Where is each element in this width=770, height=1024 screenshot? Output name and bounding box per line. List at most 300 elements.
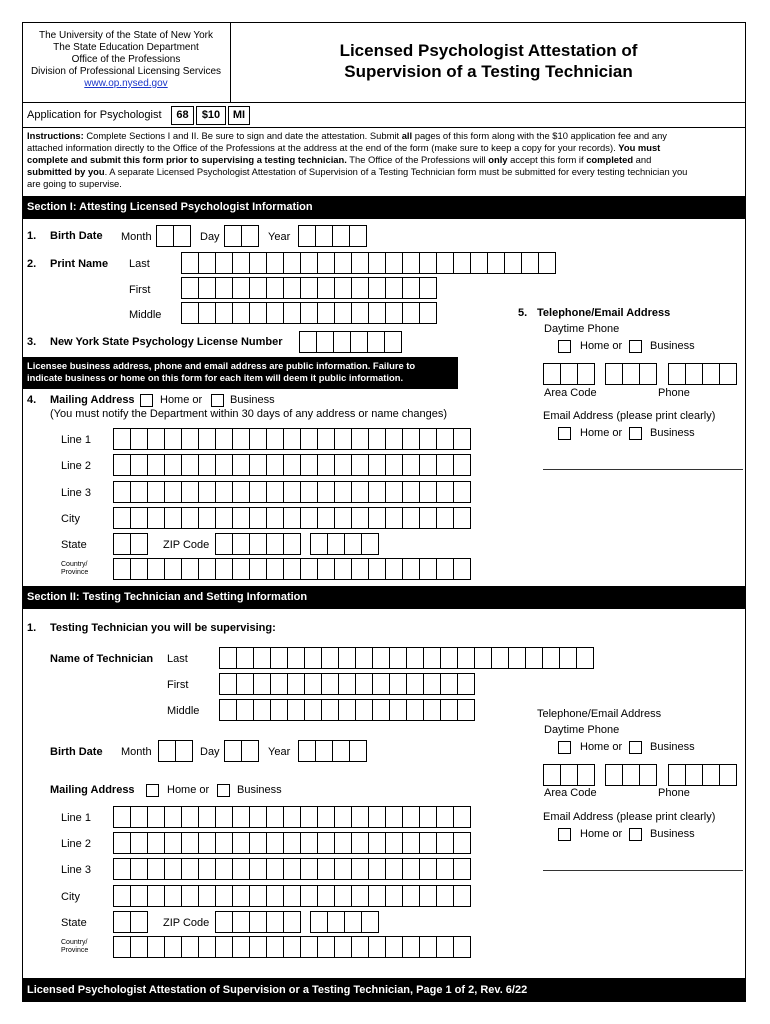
char-box[interactable] — [181, 428, 199, 450]
char-box[interactable] — [113, 533, 131, 555]
char-box[interactable] — [215, 507, 233, 529]
char-box[interactable] — [198, 806, 216, 828]
char-box[interactable] — [402, 454, 420, 476]
char-box[interactable] — [470, 252, 488, 274]
char-box[interactable] — [300, 302, 318, 324]
char-box[interactable] — [453, 481, 471, 503]
char-box[interactable] — [338, 673, 356, 695]
char-box[interactable] — [436, 858, 454, 880]
char-box[interactable] — [368, 252, 386, 274]
char-box[interactable] — [298, 740, 316, 762]
char-box[interactable] — [113, 885, 131, 907]
char-box[interactable] — [355, 647, 373, 669]
char-box[interactable] — [181, 302, 199, 324]
char-box[interactable] — [543, 363, 561, 385]
address-line2-boxes[interactable] — [113, 454, 470, 476]
char-box[interactable] — [130, 454, 148, 476]
char-box[interactable] — [266, 481, 284, 503]
char-box[interactable] — [215, 533, 233, 555]
zip-plus4-boxes[interactable] — [310, 533, 378, 555]
char-box[interactable] — [419, 885, 437, 907]
char-box[interactable] — [351, 832, 369, 854]
char-box[interactable] — [181, 832, 199, 854]
char-box[interactable] — [283, 302, 301, 324]
license-number-boxes[interactable] — [299, 331, 401, 353]
mailing-home-checkbox[interactable] — [140, 394, 153, 407]
char-box[interactable] — [419, 936, 437, 958]
char-box[interactable] — [402, 428, 420, 450]
char-box[interactable] — [317, 832, 335, 854]
char-box[interactable] — [436, 558, 454, 580]
tech-mailing-home-checkbox[interactable] — [146, 784, 159, 797]
char-box[interactable] — [266, 911, 284, 933]
char-box[interactable] — [181, 507, 199, 529]
char-box[interactable] — [344, 533, 362, 555]
char-box[interactable] — [147, 558, 165, 580]
char-box[interactable] — [406, 673, 424, 695]
char-box[interactable] — [334, 302, 352, 324]
char-box[interactable] — [266, 428, 284, 450]
char-box[interactable] — [334, 858, 352, 880]
char-box[interactable] — [385, 302, 403, 324]
char-box[interactable] — [253, 699, 271, 721]
tech-middle-name-boxes[interactable] — [219, 699, 474, 721]
char-box[interactable] — [560, 363, 578, 385]
char-box[interactable] — [368, 885, 386, 907]
char-box[interactable] — [576, 647, 594, 669]
char-box[interactable] — [338, 647, 356, 669]
char-box[interactable] — [334, 936, 352, 958]
char-box[interactable] — [198, 454, 216, 476]
char-box[interactable] — [542, 647, 560, 669]
char-box[interactable] — [351, 481, 369, 503]
char-box[interactable] — [368, 302, 386, 324]
char-box[interactable] — [402, 832, 420, 854]
tech-country-boxes[interactable] — [113, 936, 470, 958]
char-box[interactable] — [351, 858, 369, 880]
char-box[interactable] — [344, 911, 362, 933]
char-box[interactable] — [351, 277, 369, 299]
char-box[interactable] — [332, 225, 350, 247]
char-box[interactable] — [361, 533, 379, 555]
char-box[interactable] — [181, 454, 199, 476]
char-box[interactable] — [605, 363, 623, 385]
char-box[interactable] — [181, 806, 199, 828]
char-box[interactable] — [440, 647, 458, 669]
char-box[interactable] — [113, 936, 131, 958]
char-box[interactable] — [372, 673, 390, 695]
char-box[interactable] — [270, 673, 288, 695]
char-box[interactable] — [317, 507, 335, 529]
char-box[interactable] — [164, 885, 182, 907]
char-box[interactable] — [453, 507, 471, 529]
char-box[interactable] — [436, 454, 454, 476]
phone-line-boxes[interactable] — [668, 363, 736, 385]
char-box[interactable] — [283, 533, 301, 555]
char-box[interactable] — [702, 764, 720, 786]
char-box[interactable] — [457, 673, 475, 695]
char-box[interactable] — [266, 832, 284, 854]
char-box[interactable] — [317, 302, 335, 324]
char-box[interactable] — [453, 428, 471, 450]
char-box[interactable] — [232, 832, 250, 854]
char-box[interactable] — [334, 832, 352, 854]
char-box[interactable] — [453, 832, 471, 854]
char-box[interactable] — [639, 764, 657, 786]
char-box[interactable] — [249, 558, 267, 580]
char-box[interactable] — [402, 936, 420, 958]
char-box[interactable] — [198, 277, 216, 299]
char-box[interactable] — [368, 806, 386, 828]
char-box[interactable] — [402, 302, 420, 324]
char-box[interactable] — [355, 673, 373, 695]
char-box[interactable] — [351, 302, 369, 324]
tech-birth-month-boxes[interactable] — [158, 740, 192, 762]
char-box[interactable] — [283, 252, 301, 274]
mailing-business-checkbox[interactable] — [211, 394, 224, 407]
char-box[interactable] — [232, 858, 250, 880]
tech-birth-day-boxes[interactable] — [224, 740, 258, 762]
char-box[interactable] — [334, 806, 352, 828]
char-box[interactable] — [402, 558, 420, 580]
char-box[interactable] — [559, 647, 577, 669]
char-box[interactable] — [215, 481, 233, 503]
birth-month-boxes[interactable] — [156, 225, 190, 247]
char-box[interactable] — [453, 858, 471, 880]
char-box[interactable] — [300, 428, 318, 450]
char-box[interactable] — [334, 252, 352, 274]
char-box[interactable] — [249, 481, 267, 503]
char-box[interactable] — [402, 885, 420, 907]
char-box[interactable] — [283, 832, 301, 854]
birth-year-boxes[interactable] — [298, 225, 366, 247]
char-box[interactable] — [457, 699, 475, 721]
char-box[interactable] — [164, 858, 182, 880]
char-box[interactable] — [147, 428, 165, 450]
char-box[interactable] — [130, 885, 148, 907]
char-box[interactable] — [249, 252, 267, 274]
char-box[interactable] — [419, 858, 437, 880]
char-box[interactable] — [266, 885, 284, 907]
char-box[interactable] — [249, 885, 267, 907]
char-box[interactable] — [355, 699, 373, 721]
char-box[interactable] — [215, 558, 233, 580]
char-box[interactable] — [198, 885, 216, 907]
char-box[interactable] — [147, 885, 165, 907]
char-box[interactable] — [385, 936, 403, 958]
char-box[interactable] — [198, 832, 216, 854]
last-name-boxes[interactable] — [181, 252, 555, 274]
char-box[interactable] — [436, 428, 454, 450]
char-box[interactable] — [349, 740, 367, 762]
char-box[interactable] — [198, 481, 216, 503]
char-box[interactable] — [158, 740, 176, 762]
char-box[interactable] — [317, 558, 335, 580]
middle-name-boxes[interactable] — [181, 302, 436, 324]
char-box[interactable] — [130, 858, 148, 880]
char-box[interactable] — [385, 806, 403, 828]
char-box[interactable] — [719, 363, 737, 385]
char-box[interactable] — [181, 252, 199, 274]
char-box[interactable] — [113, 806, 131, 828]
char-box[interactable] — [266, 507, 284, 529]
char-box[interactable] — [419, 302, 437, 324]
char-box[interactable] — [327, 911, 345, 933]
char-box[interactable] — [164, 806, 182, 828]
char-box[interactable] — [419, 558, 437, 580]
char-box[interactable] — [224, 225, 242, 247]
tech-area-code-boxes[interactable] — [543, 764, 594, 786]
char-box[interactable] — [173, 225, 191, 247]
char-box[interactable] — [419, 454, 437, 476]
char-box[interactable] — [283, 806, 301, 828]
char-box[interactable] — [453, 806, 471, 828]
char-box[interactable] — [249, 507, 267, 529]
email-home-checkbox[interactable] — [558, 427, 571, 440]
char-box[interactable] — [198, 936, 216, 958]
char-box[interactable] — [215, 885, 233, 907]
char-box[interactable] — [385, 252, 403, 274]
char-box[interactable] — [453, 885, 471, 907]
first-name-boxes[interactable] — [181, 277, 436, 299]
char-box[interactable] — [402, 481, 420, 503]
char-box[interactable] — [147, 806, 165, 828]
char-box[interactable] — [389, 647, 407, 669]
char-box[interactable] — [351, 558, 369, 580]
char-box[interactable] — [300, 454, 318, 476]
char-box[interactable] — [702, 363, 720, 385]
char-box[interactable] — [232, 302, 250, 324]
char-box[interactable] — [164, 936, 182, 958]
char-box[interactable] — [385, 858, 403, 880]
char-box[interactable] — [317, 481, 335, 503]
char-box[interactable] — [130, 533, 148, 555]
char-box[interactable] — [232, 911, 250, 933]
char-box[interactable] — [113, 507, 131, 529]
char-box[interactable] — [198, 858, 216, 880]
char-box[interactable] — [266, 558, 284, 580]
char-box[interactable] — [266, 277, 284, 299]
char-box[interactable] — [232, 558, 250, 580]
char-box[interactable] — [310, 533, 328, 555]
char-box[interactable] — [215, 277, 233, 299]
char-box[interactable] — [300, 507, 318, 529]
char-box[interactable] — [317, 858, 335, 880]
char-box[interactable] — [215, 911, 233, 933]
char-box[interactable] — [419, 277, 437, 299]
char-box[interactable] — [219, 699, 237, 721]
char-box[interactable] — [368, 428, 386, 450]
char-box[interactable] — [300, 558, 318, 580]
char-box[interactable] — [351, 936, 369, 958]
char-box[interactable] — [249, 832, 267, 854]
char-box[interactable] — [402, 252, 420, 274]
char-box[interactable] — [113, 481, 131, 503]
char-box[interactable] — [253, 673, 271, 695]
char-box[interactable] — [419, 252, 437, 274]
tech-address-line1-boxes[interactable] — [113, 806, 470, 828]
tech-city-boxes[interactable] — [113, 885, 470, 907]
char-box[interactable] — [249, 911, 267, 933]
char-box[interactable] — [406, 647, 424, 669]
char-box[interactable] — [130, 558, 148, 580]
char-box[interactable] — [198, 558, 216, 580]
char-box[interactable] — [316, 331, 334, 353]
char-box[interactable] — [436, 832, 454, 854]
char-box[interactable] — [287, 699, 305, 721]
char-box[interactable] — [334, 428, 352, 450]
char-box[interactable] — [270, 647, 288, 669]
char-box[interactable] — [491, 647, 509, 669]
char-box[interactable] — [300, 481, 318, 503]
char-box[interactable] — [419, 428, 437, 450]
tech-email-entry-line[interactable] — [543, 870, 743, 871]
email-business-checkbox[interactable] — [629, 427, 642, 440]
tech-phone-line-boxes[interactable] — [668, 764, 736, 786]
char-box[interactable] — [668, 363, 686, 385]
char-box[interactable] — [232, 936, 250, 958]
char-box[interactable] — [349, 225, 367, 247]
char-box[interactable] — [300, 832, 318, 854]
char-box[interactable] — [385, 428, 403, 450]
char-box[interactable] — [130, 507, 148, 529]
char-box[interactable] — [351, 428, 369, 450]
char-box[interactable] — [577, 764, 595, 786]
char-box[interactable] — [130, 936, 148, 958]
char-box[interactable] — [525, 647, 543, 669]
char-box[interactable] — [402, 507, 420, 529]
char-box[interactable] — [219, 673, 237, 695]
address-line1-boxes[interactable] — [113, 428, 470, 450]
char-box[interactable] — [538, 252, 556, 274]
char-box[interactable] — [389, 699, 407, 721]
char-box[interactable] — [332, 740, 350, 762]
char-box[interactable] — [385, 507, 403, 529]
char-box[interactable] — [147, 454, 165, 476]
char-box[interactable] — [156, 225, 174, 247]
char-box[interactable] — [113, 832, 131, 854]
char-box[interactable] — [266, 936, 284, 958]
char-box[interactable] — [317, 936, 335, 958]
char-box[interactable] — [215, 454, 233, 476]
char-box[interactable] — [299, 331, 317, 353]
char-box[interactable] — [368, 832, 386, 854]
char-box[interactable] — [232, 277, 250, 299]
char-box[interactable] — [300, 806, 318, 828]
tech-phone-home-checkbox[interactable] — [558, 741, 571, 754]
char-box[interactable] — [423, 647, 441, 669]
char-box[interactable] — [304, 673, 322, 695]
char-box[interactable] — [384, 331, 402, 353]
char-box[interactable] — [300, 252, 318, 274]
char-box[interactable] — [215, 806, 233, 828]
tech-birth-year-boxes[interactable] — [298, 740, 366, 762]
city-boxes[interactable] — [113, 507, 470, 529]
char-box[interactable] — [577, 363, 595, 385]
char-box[interactable] — [232, 252, 250, 274]
char-box[interactable] — [232, 454, 250, 476]
char-box[interactable] — [436, 252, 454, 274]
char-box[interactable] — [436, 936, 454, 958]
char-box[interactable] — [543, 764, 561, 786]
state-boxes[interactable] — [113, 533, 147, 555]
char-box[interactable] — [181, 936, 199, 958]
char-box[interactable] — [253, 647, 271, 669]
char-box[interactable] — [423, 673, 441, 695]
char-box[interactable] — [113, 858, 131, 880]
char-box[interactable] — [385, 885, 403, 907]
char-box[interactable] — [367, 331, 385, 353]
char-box[interactable] — [147, 507, 165, 529]
tech-state-boxes[interactable] — [113, 911, 147, 933]
char-box[interactable] — [164, 558, 182, 580]
char-box[interactable] — [283, 885, 301, 907]
char-box[interactable] — [317, 428, 335, 450]
char-box[interactable] — [266, 858, 284, 880]
char-box[interactable] — [300, 936, 318, 958]
char-box[interactable] — [372, 647, 390, 669]
char-box[interactable] — [622, 363, 640, 385]
char-box[interactable] — [164, 481, 182, 503]
char-box[interactable] — [436, 885, 454, 907]
char-box[interactable] — [219, 647, 237, 669]
char-box[interactable] — [317, 252, 335, 274]
birth-day-boxes[interactable] — [224, 225, 258, 247]
tech-mailing-business-checkbox[interactable] — [217, 784, 230, 797]
char-box[interactable] — [249, 277, 267, 299]
char-box[interactable] — [298, 225, 316, 247]
char-box[interactable] — [130, 481, 148, 503]
tech-last-name-boxes[interactable] — [219, 647, 593, 669]
char-box[interactable] — [232, 885, 250, 907]
char-box[interactable] — [232, 806, 250, 828]
char-box[interactable] — [436, 507, 454, 529]
char-box[interactable] — [300, 858, 318, 880]
char-box[interactable] — [622, 764, 640, 786]
char-box[interactable] — [164, 832, 182, 854]
char-box[interactable] — [315, 225, 333, 247]
char-box[interactable] — [283, 936, 301, 958]
country-boxes[interactable] — [113, 558, 470, 580]
char-box[interactable] — [419, 806, 437, 828]
char-box[interactable] — [232, 428, 250, 450]
char-box[interactable] — [521, 252, 539, 274]
char-box[interactable] — [181, 558, 199, 580]
char-box[interactable] — [317, 454, 335, 476]
char-box[interactable] — [283, 858, 301, 880]
char-box[interactable] — [368, 558, 386, 580]
char-box[interactable] — [198, 428, 216, 450]
char-box[interactable] — [224, 740, 242, 762]
char-box[interactable] — [198, 302, 216, 324]
char-box[interactable] — [457, 647, 475, 669]
char-box[interactable] — [236, 647, 254, 669]
char-box[interactable] — [181, 277, 199, 299]
tech-email-business-checkbox[interactable] — [629, 828, 642, 841]
char-box[interactable] — [266, 533, 284, 555]
tech-email-home-checkbox[interactable] — [558, 828, 571, 841]
char-box[interactable] — [487, 252, 505, 274]
char-box[interactable] — [249, 806, 267, 828]
char-box[interactable] — [300, 885, 318, 907]
char-box[interactable] — [266, 806, 284, 828]
char-box[interactable] — [338, 699, 356, 721]
char-box[interactable] — [333, 331, 351, 353]
char-box[interactable] — [719, 764, 737, 786]
char-box[interactable] — [215, 252, 233, 274]
char-box[interactable] — [351, 806, 369, 828]
char-box[interactable] — [198, 507, 216, 529]
